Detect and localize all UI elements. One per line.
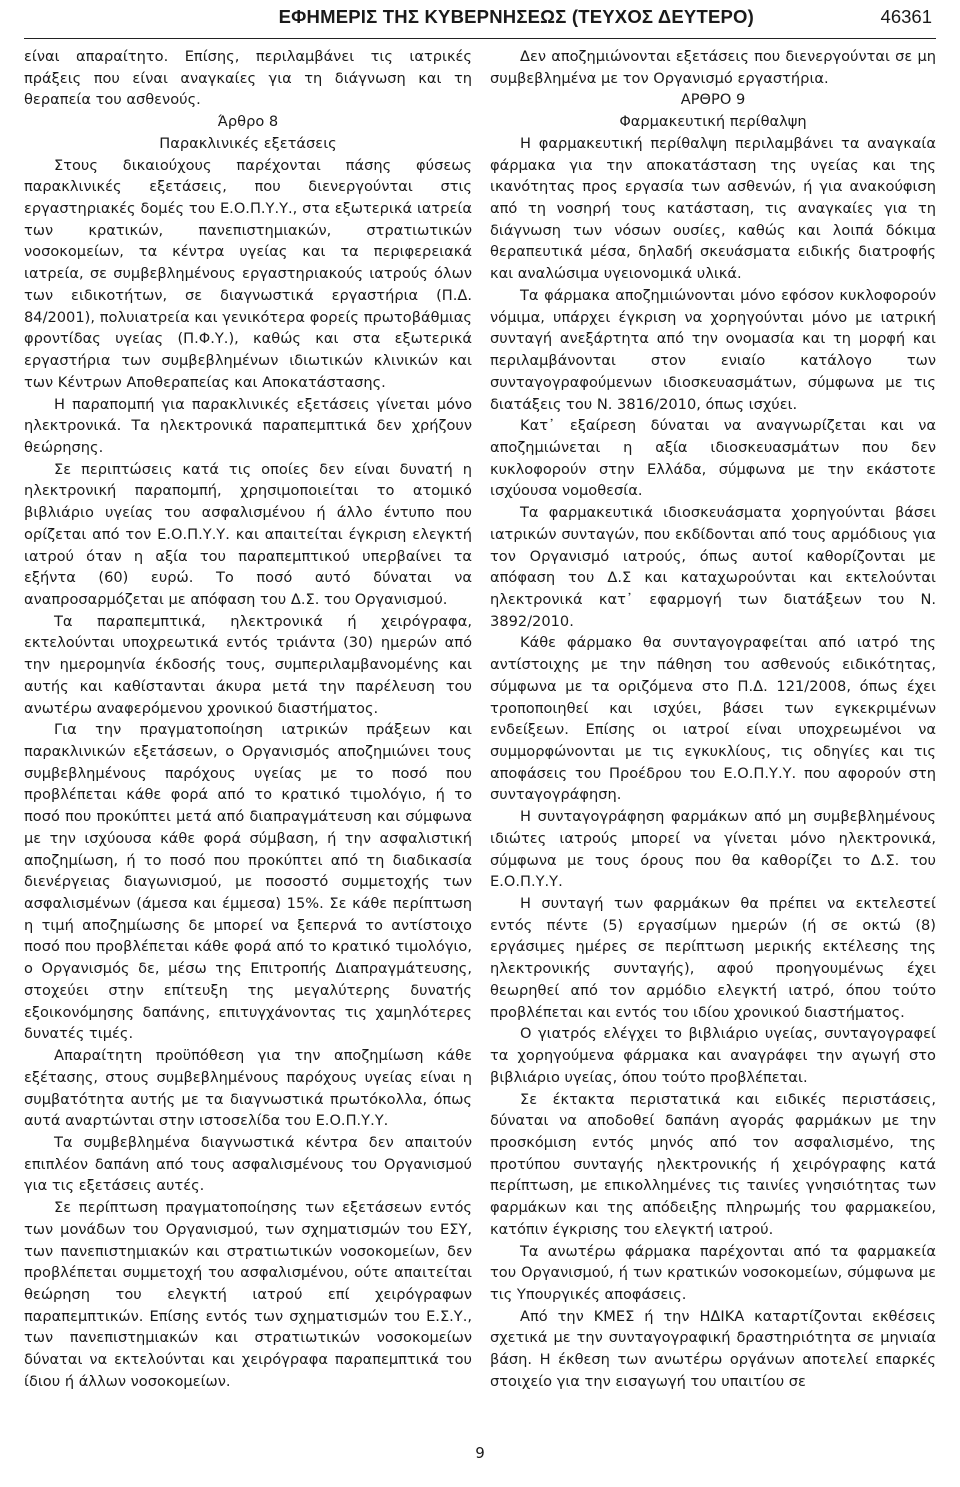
paragraph: Κατ᾽ εξαίρεση δύναται να αναγνωρίζεται και να αποζημιώνεται η αξία ιδιοσκευασμάτων που δεν κυκλοφορούν στην Ελλάδα, σύμφωνα με την εκάστοτε ισχύουσα νομοθεσία. xyxy=(490,417,936,500)
gazette-page-number: 46361 xyxy=(880,6,932,27)
footer-page-number: 9 xyxy=(475,1444,485,1462)
paragraph: Τα ανωτέρω φάρμακα παρέχονται από τα φαρμακεία του Οργανισμού, ή των κρατικών νοσοκομείων, σύμφωνα με τις Υπουργικές αποφάσεις. xyxy=(490,1242,936,1303)
paragraph: Σε περίπτωση πραγματοποίησης των εξετάσεων εντός των μονάδων του Οργανισμού, των σχηματισμών του ΕΣΥ, των πανεπιστημιακών και στρατιωτικών νοσοκομείων, δεν προβλέπεται συμμετοχή του ασφαλισμένου, ούτε απαιτείται θεώρηση του ελεγκτή ιατρού επί χειρόγραφων παραπεμπτικών. Επίσης εντός των σχηματισμών του Ε.Σ.Υ., των πανεπιστημιακών και στρατιωτικών νοσοκομείων δύναται να εκτελούνται και χειρόγραφα παραπεμπτικά του ίδιου ή άλλων νοσοκομείων. xyxy=(24,1199,472,1390)
paragraph: Η συνταγογράφηση φαρμάκων από μη συμβεβλημένους ιδιώτες ιατρούς μπορεί να γίνεται μόνο ηλεκτρονικά, σύμφωνα με τους όρους που θα καθορίζει το Δ.Σ. του Ε.Ο.Π.Υ.Υ. xyxy=(490,808,936,891)
paragraph: Από την ΚΜΕΣ ή την ΗΔΙΚΑ καταρτίζονται εκθέσεις σχετικά με την συνταγογραφική δραστηριότητα σε μηνιαία βάση. Η έκθεση των ανωτέρω οργάνων αποτελεί επαρκές στοιχείο για την εισαγωγή του υπαιτίου σε xyxy=(490,1307,936,1390)
article-8-subtitle: Παρακλινικές εξετάσεις xyxy=(159,134,337,152)
article-9-subtitle: Φαρμακευτική περίθαλψη xyxy=(619,113,807,131)
paragraph: Δεν αποζημιώνονται εξετάσεις που διενεργούνται σε μη συμβεβλημένα με τον Οργανισμό εργαστήρια. xyxy=(490,48,936,87)
paragraph: Σε περιπτώσεις κατά τις οποίες δεν είναι δυνατή η ηλεκτρονική παραπομπή, χρησιμοποιείται το ατομικό βιβλιάριο υγείας του ασφαλισμένου ή άλλο έντυπο που ορίζεται από τον Ε.Ο.Π.Υ.Υ. και απαιτείται έγκριση ελεγκτή ιατρού όταν η αξία του παραπεμπτικού υπερβαίνει τα εξήντα (60) ευρώ. Το ποσό αυτό δύναται να αναπροσαρμόζεται με απόφαση του Δ.Σ. του Οργανισμού. xyxy=(24,460,472,608)
paragraph: Τα παραπεμπτικά, ηλεκτρονικά ή χειρόγραφα, εκτελούνται υποχρεωτικά εντός τριάντα (30) ημερών από την ημερομηνία έκδοσής τους, συμπεριλαμβανομένης και αυτής και καθίστανται άκυρα μετά την παρέλευση του ανωτέρω αναφερόμενου χρονικού διαστήματος. xyxy=(24,612,472,717)
paragraph: Η φαρμακευτική περίθαλψη περιλαμβάνει τα αναγκαία φάρμακα για την αποκατάσταση της υγείας και της ικανότητας προς εργασία των ασθενών, ή για ανακούφιση από τη νοσηρή τους κατάσταση, τις αναγκαίες για τη διάγνωση των νόσων ουσίες, καθώς και λοιπά δόκιμα θεραπευτικά μέσα, δηλαδή σκευάσματα ειδικής διατροφής και αναλώσιμα υγειονομικά υλικά. xyxy=(490,134,936,283)
article-9-title: ΑΡΘΡΟ 9 xyxy=(680,91,746,109)
paragraph: Τα συμβεβλημένα διαγνωστικά κέντρα δεν απαιτούν επιπλέον δαπάνη από τους ασφαλισμένους του Οργανισμού για τις εξετάσεις αυτές. xyxy=(24,1133,472,1195)
paragraph: Η παραπομπή για παρακλινικές εξετάσεις γίνεται μόνο ηλεκτρονικά. Τα ηλεκτρονικά παραπεμπτικά δεν χρήζουν θεώρησης. xyxy=(24,395,472,456)
left-column xyxy=(24,46,472,1393)
paragraph: Για την πραγματοποίηση ιατρικών πράξεων και παρακλινικών εξετάσεων, ο Οργανισμός αποζημιώνει τους συμβεβλημένους παρόχους υγείας με το ποσό που προβλέπεται κάθε φορά από το κρατικό τιμολόγιο, ή το ποσό που προκύπτει μετά από διαπραγμάτευση και σύμφωνα με την ισχύουσα κάθε φορά σύμβαση, ή την ασφαλιστική αποζημίωση, ή το ποσό που προκύπτει από τη διαδικασία διενέργειας διαγωνισμού, με ποσοστό συμμετοχής των ασφαλισμένων (άμεσα και έμμεσα) 15%. Σε κάθε περίπτωση η τιμή αποζημίωσης δε μπορεί να ξεπερνά το αντίστοιχο ποσό που προβλέπεται κάθε φορά από το κρατικό τιμολόγιο, ο Οργανισμός δε, μέσω της Επιτροπής Διαπραγμάτευσης, στοχεύει στην επίτευξη της μεγαλύτερης δυνατής εξοικονόμησης δαπάνης, επιτυγχάνοντας τις χαμηλότερες δυνατές τιμές. xyxy=(24,721,472,1043)
article-8-title: Άρθρο 8 xyxy=(217,113,279,131)
paragraph: Στους δικαιούχους παρέχονται πάσης φύσεως παρακλινικές εξετάσεις, που διενεργούνται στις εργαστηριακές δομές του Ε.Ο.Π.Υ.Υ., στα εξωτερικά ιατρεία των κρατικών, πανεπιστημιακών, στρατιωτικών νοσοκομείων, τα κέντρα υγείας και τα περιφερειακά ιατρεία, σε συμβεβλημένους εργαστηριακούς ιατρούς όλων των ειδικοτήτων, σε διαγνωστικά εργαστήρια (Π.Δ. 84/2001), πολυιατρεία και γενικότερα φορείς πρωτοβάθμιας φροντίδας υγείας (Π.Φ.Υ.), καθώς και στα εξωτερικά εργαστήρια των συμβεβλημένων ιδιωτικών κλινικών και των Κέντρων Αποθεραπείας και Αποκατάστασης. xyxy=(24,156,472,391)
paragraph: Η συνταγή των φαρμάκων θα πρέπει να εκτελεστεί εντός πέντε (5) εργασίμων ημερών (ή σε οκτώ (8) εργάσιμες ημέρες σε περίπτωση μερικής εκτέλεσης της ηλεκτρονικής συνταγής), αφού προηγουμένως έχει θεωρηθεί από τον αρμόδιο ελεγκτή ιατρό, όπου τούτο προβλέπεται και εντός του ιδίου χρονικού διαστήματος. xyxy=(490,895,936,1021)
paragraph: είναι απαραίτητο. Επίσης, περιλαμβάνει τις ιατρικές πράξεις που είναι αναγκαίες για τη διάγνωση και τη θεραπεία του ασθενούς. xyxy=(24,48,472,109)
paragraph: Τα φαρμακευτικά ιδιοσκευάσματα χορηγούνται βάσει ιατρικών συνταγών, που εκδίδονται από τους αρμόδιους για τον Οργανισμό ιατρούς, όπως αυτοί καθορίζονται με απόφαση του Δ.Σ και καταχωρούνται και εκτελούνται ηλεκτρονικά κατ᾽ εφαρμογή των διατάξεων του Ν. 3892/2010. xyxy=(490,504,936,630)
paragraph: Σε έκτακτα περιστατικά και ειδικές περιστάσεις, δύναται να αποδοθεί δαπάνη αγοράς φαρμάκων με την προσκόμιση εντός μηνός από τον ασφαλισμένο, της προτύπου συνταγής ηλεκτρονικής ή χειρόγραφης κατά περίπτωση, με επικολλημένες τις ταινίες γνησιότητας των φαρμάκων και της απόδειξης πληρωμής του φαρμακείου, κατόπιν έγκρισης του ελεγκτή ιατρού. xyxy=(490,1090,936,1238)
paragraph: Απαραίτητη προϋπόθεση για την αποζημίωση κάθε εξέτασης, στους συμβεβλημένους παρόχους υγείας είναι η συμβατότητα αυτής με τα διαγνωστικά πρωτόκολλα, όπως αυτά αναρτώνται στην ιστοσελίδα του Ε.Ο.Π.Υ.Υ. xyxy=(24,1047,472,1130)
paragraph: Ο γιατρός ελέγχει το βιβλιάριο υγείας, συνταγογραφεί τα χορηγούμενα φάρμακα και αναγράφει την αγωγή στο βιβλιάριο υγείας, όπου τούτο προβλέπεται. xyxy=(490,1025,936,1086)
right-column xyxy=(490,46,936,1393)
gazette-title: ΕΦΗΜΕΡΙΣ ΤΗΣ ΚΥΒΕΡΝΗΣΕΩΣ (ΤΕΥΧΟΣ ΔΕΥΤΕΡΟ) xyxy=(278,6,754,27)
page-header xyxy=(24,0,936,39)
paragraph: Κάθε φάρμακο θα συνταγογραφείται από ιατρό της αντίστοιχης με την πάθηση του ασθενούς ειδικότητας, σύμφωνα με τα οριζόμενα στο Π.Δ. 121/2008, όπως έχει τροποποιηθεί και ισχύει, βάσει των εγκεκριμένων ενδείξεων. Επίσης οι ιατροί είναι υποχρεωμένοι να συμμορφώνονται με τις εγκυκλίους, τις οδηγίες και τις αποφάσεις του Προέδρου του Ε.Ο.Π.Υ.Υ. που αφορούν στη συνταγογράφηση. xyxy=(490,634,936,804)
paragraph: Τα φάρμακα αποζημιώνονται μόνο εφόσον κυκλοφορούν νόμιμα, υπάρχει έγκριση να χορηγούνται μόνο με ιατρική συνταγή ανεξάρτητα από την ονομασία και τη μορφή και περιλαμβάνονται στον ενιαίο κατάλογο των συνταγογραφούμενων ιδιοσκευασμάτων, σύμφωνα με τις διατάξεις του Ν. 3816/2010, όπως ισχύει. xyxy=(490,286,936,413)
